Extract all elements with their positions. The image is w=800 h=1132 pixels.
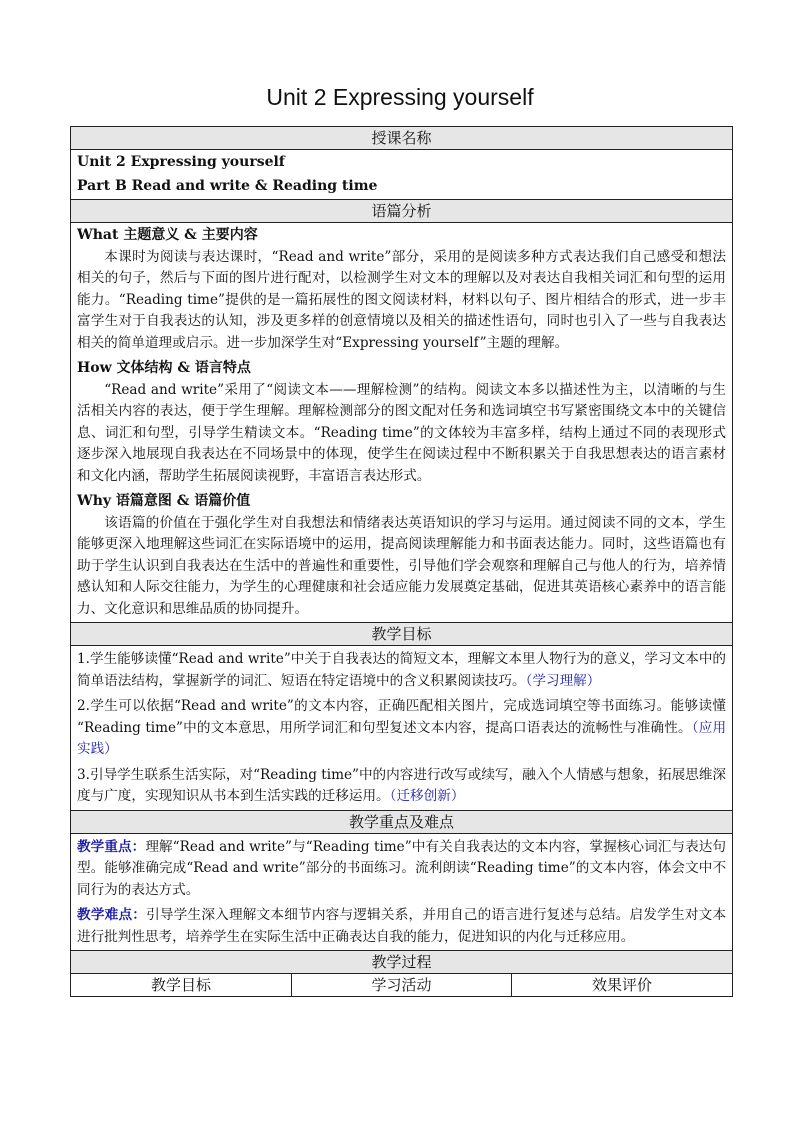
key-points-cell — [71, 833, 733, 951]
goals-cell — [71, 646, 733, 811]
course-part: Part B Read and write & Reading time — [77, 177, 378, 194]
section-header-course-name: 授课名称 — [71, 127, 733, 150]
section-header-key-points: 教学重点及难点 — [71, 810, 733, 833]
difficulty-label: 教学难点： — [77, 907, 147, 923]
how-paragraph: “Read and write”采用了“阅读文本——理解检测”的结构。阅读文本多以描述性为主，以清晰的与生活相关内容的表达，便于学生理解。理解检测部分的图文配对任务和选词填空书写紧密围绕文本中的关键信息、词汇和句型，引导学生精读文本。“Reading time”的文体较为丰富多样，结构上通过不同的表现形式逐步深入地展现自我表达在不同场景中的体现，使学生在阅读过程中不断积累关于自我思想表达的语言素材和文化内涵，帮助学生拓展阅读视野，丰富语言表达形式。 — [77, 381, 727, 484]
goal-tag: （应用实践） — [77, 719, 727, 757]
course-unit: Unit 2 Expressing yourself — [77, 154, 285, 170]
goal-tag: （学习理解） — [525, 672, 601, 689]
what-heading: What 主题意义 & 主要内容 — [77, 227, 258, 243]
how-heading: How 文体结构 & 语言特点 — [77, 360, 251, 376]
course-name-cell — [71, 150, 733, 200]
goal-item: 2.学生可以依据“Read and write”的文本内容，正确匹配相关图片，完成选词填空等书面练习。能够读懂 “Reading time”中的文本意思，用所学词汇和句型复述文本内容，提高口语表达的流畅性与准确性。（应用实践） — [77, 698, 727, 757]
focus-label: 教学重点： — [77, 838, 146, 855]
what-paragraph: 本课时为阅读与表达课时，“Read and write”部分，采用的是阅读多种方式表达我们自己感受和想法相关的句子，然后与下面的图片进行配对，以检测学生对文本的理解以及对表达自我相关词汇和句型的运用能力。“Reading time”提供的是一篇拓展性的图文阅读材料，材料以句子、图片相结合的形式，进一步丰富学生对于自我表达的认知，涉及更多样的创意情境以及相关的描述性语句，同时也引入了一些与自我表达相关的简单道理或启示。进一步加深学生对“Expressing yourself”主题的理解。 — [77, 248, 727, 351]
column-header-activities: 学习活动 — [292, 974, 512, 997]
why-heading: Why 语篇意图 & 语篇价值 — [77, 493, 251, 509]
section-header-analysis: 语篇分析 — [71, 200, 733, 223]
analysis-cell — [71, 223, 733, 623]
goal-item: 1.学生能够读懂“Read and write”中关于自我表达的简短文本，理解文本里人物行为的意义，学习文本中的简单语法结构，掌握新学的词汇、短语在特定语境中的含义积累阅读技巧。（学习理解） — [77, 651, 727, 689]
section-header-process: 教学过程 — [71, 951, 733, 974]
column-header-goals: 教学目标 — [71, 974, 292, 997]
document-title: Unit 2 Expressing yourself — [266, 84, 534, 110]
goal-item: 3.引导学生联系生活实际，对“Reading time”中的内容进行改写或续写，融入个人情感与想象，拓展思维深度与广度，实现知识从书本到生活实践的迁移运用。（迁移创新） — [77, 766, 727, 804]
goal-tag: （迁移创新） — [389, 788, 465, 804]
why-paragraph: 该语篇的价值在于强化学生对自我想法和情绪表达英语知识的学习与运用。通过阅读不同的文本，学生能够更深入地理解这些词汇在实际语境中的运用，提高阅读理解能力和书面表达能力。同时，这些语篇也有助于学生认识到自我表达在生活中的普遍性和重要性，引导他们学会观察和理解自己与他人的行为，培养情感认知和人际交往能力，为学生的心理健康和社会适应能力发展奠定基础，促进其英语核心素养中的语言能力、文化意识和思维品质的协同提升。 — [77, 514, 727, 617]
lesson-plan-table — [70, 126, 733, 997]
teaching-focus: 教学重点：理解“Read and write”与“Reading time”中有关自我表达的文本内容，掌握核心词汇与表达句型。能够准确完成“Read and write”部分的书面练习。流利朗读“Reading time”的文本内容，体会文中不同行为的表达方式。 — [77, 838, 727, 898]
column-header-evaluation: 效果评价 — [512, 974, 733, 997]
teaching-difficulty: 教学难点：引导学生深入理解文本细节内容与逻辑关系，并用自己的语言进行复述与总结。启发学生对文本进行批判性思考，培养学生在实际生活中正确表达自我的能力，促进知识的内化与迁移应用。 — [77, 907, 727, 945]
section-header-goals: 教学目标 — [71, 623, 733, 646]
